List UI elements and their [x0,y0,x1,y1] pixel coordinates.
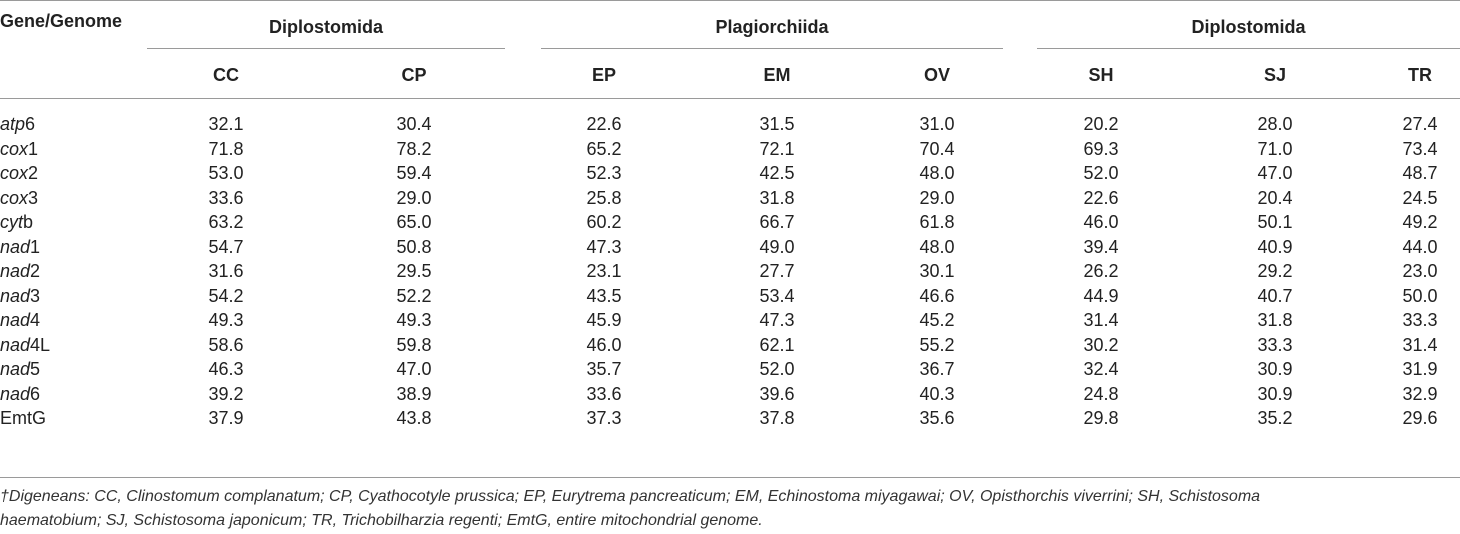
value-cell: 52.0 [1083,163,1119,183]
corner-header: Gene/Genome [0,11,123,31]
value-cell: 58.6 [208,334,244,355]
gene-label [0,335,50,356]
gene-name: nad [0,359,31,379]
group-rule-1 [147,48,505,49]
value-cell: 49.3 [396,310,432,330]
column-header: SH [1088,65,1114,85]
value-cell: 78.2 [396,138,432,159]
value-cell: 24.8 [1083,383,1119,404]
value-cell: 50.0 [1402,285,1438,306]
footnote-line-2: haematobium; SJ, Schistosoma japonicum; TR, Trichobilharzia regenti; EmtG, entire mitochondrial genome. [0,512,763,529]
value-cell: 59.8 [396,334,432,355]
gene-suffix: 2 [30,261,41,281]
value-cell: 63.2 [208,212,244,232]
value-cell: 36.7 [919,359,955,379]
value-cell: 40.7 [1257,285,1293,306]
value-cell: 61.8 [919,212,955,232]
gene-suffix: 6 [30,383,41,404]
value-cell: 32.9 [1402,383,1438,404]
value-cell: 50.1 [1257,212,1293,232]
gene-suffix: EmtG [0,408,47,428]
value-cell: 30.4 [396,114,432,134]
gene-suffix: 4 [30,310,41,330]
gene-name: nad [0,261,31,281]
group-label: Plagiorchiida [715,17,829,37]
value-cell: 46.0 [1083,212,1119,232]
value-cell: 31.6 [208,261,244,281]
gene-suffix: 6 [25,114,36,134]
value-cell: 44.0 [1402,236,1438,257]
value-cell: 44.9 [1083,285,1119,306]
value-cell: 31.8 [759,187,795,208]
value-cell: 37.9 [208,408,244,428]
gene-label [0,359,40,380]
value-cell: 29.2 [1257,261,1293,281]
value-cell: 52.3 [586,163,622,183]
value-cell: 31.4 [1083,310,1119,330]
value-cell: 39.2 [208,383,244,404]
gene-name: nad [0,310,31,330]
value-cell: 22.6 [586,114,622,134]
value-cell: 23.1 [586,261,622,281]
column-header: OV [923,65,950,85]
value-cell: 30.1 [919,261,955,281]
gene-suffix: 3 [30,285,41,306]
value-cell: 50.8 [396,236,432,257]
value-cell: 33.6 [586,383,622,404]
value-cell: 30.2 [1083,334,1119,355]
value-cell: 71.0 [1257,138,1293,159]
value-cell: 26.2 [1083,261,1119,281]
value-cell: 33.3 [1402,310,1438,330]
gene-suffix: b [23,212,34,232]
column-header: EM [763,65,791,85]
gene-name: cox [0,163,29,183]
value-cell: 62.1 [759,334,795,355]
value-cell: 35.2 [1257,408,1293,428]
value-cell: 47.3 [759,310,795,330]
value-cell: 29.0 [919,187,955,208]
value-cell: 39.6 [759,383,795,404]
gene-name: cox [0,187,29,208]
value-cell: 24.5 [1402,187,1438,208]
value-cell: 37.3 [586,408,622,428]
value-cell: 48.0 [919,163,955,183]
column-header: CC [213,65,239,85]
value-cell: 31.9 [1402,359,1438,379]
value-cell: 66.7 [759,212,795,232]
group-rule-2 [541,48,1003,49]
gene-suffix: 1 [28,138,39,159]
gene-label [0,114,35,135]
value-cell: 42.5 [759,163,795,183]
value-cell: 29.5 [396,261,432,281]
gene-label [0,310,40,331]
gene-name: cyt [0,212,24,232]
value-cell: 30.9 [1257,383,1293,404]
gene-suffix: 5 [30,359,41,379]
gene-name: nad [0,285,31,306]
value-cell: 43.5 [586,285,622,306]
value-cell: 48.0 [919,236,955,257]
value-cell: 60.2 [586,212,622,232]
value-cell: 49.0 [759,236,795,257]
value-cell: 69.3 [1083,138,1119,159]
gene-label [0,408,46,429]
footnote-line-1: †Digeneans: CC, Clinostomum complanatum; CP, Cyathocotyle prussica; EP, Eurytrema pancreaticum; EM, Echinostoma miyagawai; OV, Opisthorchis viverrini; SH, Schistosoma [0,488,1261,505]
gene-suffix: 2 [28,163,39,183]
column-header: CP [401,65,427,85]
value-cell: 70.4 [919,138,955,159]
value-cell: 46.3 [208,359,244,379]
value-cell: 48.7 [1402,163,1438,183]
column-header: SJ [1263,65,1287,85]
value-cell: 53.0 [208,163,244,183]
value-cell: 71.8 [208,138,244,159]
value-cell: 29.0 [396,187,432,208]
gene-label [0,384,40,405]
gene-name: cox [0,138,29,159]
value-cell: 32.1 [208,114,244,134]
gene-suffix: 1 [30,236,41,257]
gene-label [0,139,38,160]
value-cell: 23.0 [1402,261,1438,281]
bottom-rule [0,477,1460,478]
value-cell: 40.3 [919,383,955,404]
value-cell: 38.9 [396,383,432,404]
gene-name: nad [0,236,31,257]
value-cell: 33.6 [208,187,244,208]
gene-label [0,163,38,184]
gene-label [0,286,40,307]
gene-name: nad [0,383,31,404]
group-label: Diplostomida [268,17,383,37]
value-cell: 59.4 [396,163,432,183]
value-cell: 28.0 [1257,114,1293,134]
value-cell: 31.0 [919,114,955,134]
value-cell: 30.9 [1257,359,1293,379]
value-cell: 46.6 [919,285,955,306]
header-rule [0,98,1460,99]
value-cell: 47.0 [1257,163,1293,183]
value-cell: 35.6 [919,408,955,428]
value-cell: 73.4 [1402,138,1438,159]
value-cell: 54.7 [208,236,244,257]
value-cell: 22.6 [1083,187,1119,208]
value-cell: 52.2 [396,285,432,306]
value-cell: 52.0 [759,359,795,379]
value-cell: 33.3 [1257,334,1293,355]
value-cell: 49.2 [1402,212,1438,232]
value-cell: 20.4 [1257,187,1293,208]
gene-label [0,188,38,209]
value-cell: 49.3 [208,310,244,330]
value-cell: 31.5 [759,114,795,134]
value-cell: 45.2 [919,310,955,330]
gene-label [0,237,40,258]
value-cell: 45.9 [586,310,622,330]
value-cell: 47.3 [586,236,622,257]
gene-label [0,261,40,282]
value-cell: 27.7 [759,261,795,281]
value-cell: 35.7 [586,359,622,379]
value-cell: 29.8 [1083,408,1119,428]
value-cell: 32.4 [1083,359,1119,379]
value-cell: 46.0 [586,334,622,355]
value-cell: 20.2 [1083,114,1119,134]
value-cell: 25.8 [586,187,622,208]
value-cell: 55.2 [919,334,955,355]
value-cell: 53.4 [759,285,795,306]
value-cell: 65.2 [586,138,622,159]
value-cell: 47.0 [396,359,432,379]
top-rule [0,0,1460,1]
gene-label [0,212,33,233]
value-cell: 37.8 [759,408,795,428]
value-cell: 39.4 [1083,236,1119,257]
value-cell: 54.2 [208,285,244,306]
value-cell: 43.8 [396,408,432,428]
value-cell: 72.1 [759,138,795,159]
group-rule-3 [1037,48,1460,49]
value-cell: 40.9 [1257,236,1293,257]
value-cell: 27.4 [1402,114,1438,134]
gene-name: atp [0,114,26,134]
gene-name: nad [0,334,31,355]
gene-suffix: 4L [30,334,51,355]
column-header: TR [1408,65,1432,85]
value-cell: 65.0 [396,212,432,232]
column-header: EP [591,65,616,85]
group-label: Diplostomida [1191,17,1306,37]
gene-suffix: 3 [28,187,39,208]
value-cell: 29.6 [1402,408,1438,428]
value-cell: 31.8 [1257,310,1293,330]
value-cell: 31.4 [1402,334,1438,355]
